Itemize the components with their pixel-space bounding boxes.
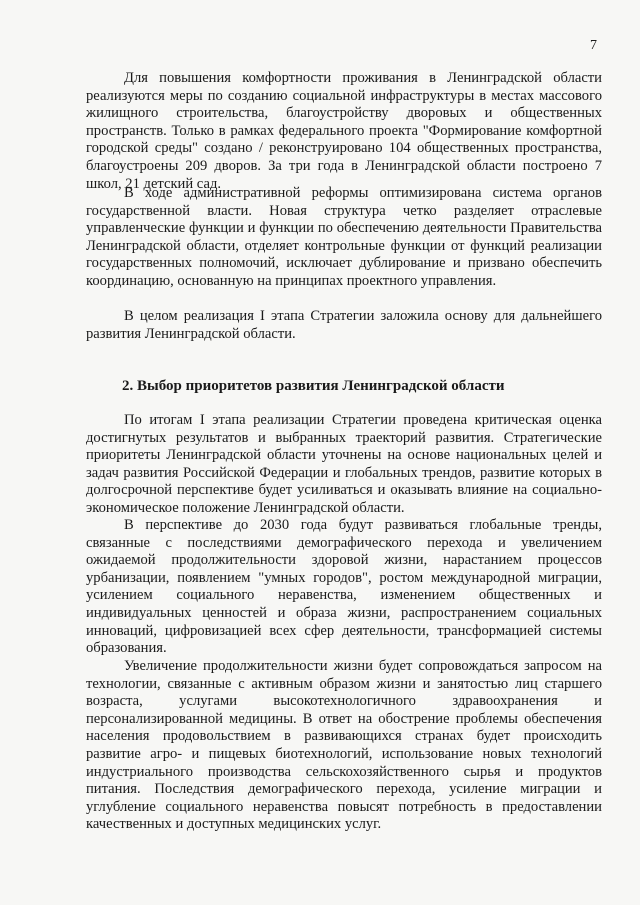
paragraph-admin-reform <box>86 185 602 291</box>
paragraph-text: Для повышения комфортности проживания в Ленинградской области реализуются меры по созданию социальной инфраструктуры в местах массового жилищного строительства, благоустройству дворовых и общественных пространств. Только в рамках федерального проекта "Формирование комфортной городской среды" создано / реконструировано 104 общественных пространства, благоустроены 209 дворов. За три года в Ленинградской области построено 7 школ, 21 детский сад. <box>86 70 602 192</box>
paragraph-text: В перспективе до 2030 года будут развиваться глобальные тренды, связанные с последствиями демографического перехода и увеличением ожидаемой продолжительности здоровой жизни, нарастанием процессов урбанизации, появлением "умных городов", ростом международной миграции, усилением социального неравенства, изменением общественных и индивидуальных ценностей и образа жизни, распространением социальных инноваций, цифровизацией всех сфер деятельности, трансформацией системы образования. <box>86 517 602 657</box>
paragraph-global-trends <box>86 517 602 658</box>
paragraph-text: В целом реализация I этапа Стратегии заложила основу для дальнейшего развития Ленинградской области. <box>86 308 602 342</box>
page-number: 7 <box>590 38 597 53</box>
paragraph-text: Увеличение продолжительности жизни будет сопровождаться запросом на технологии, связанные с активным образом жизни и занятостью лиц старшего возраста, услугами высокотехнологичного здравоохранения и персонализированной медицины. В ответ на обострение проблемы обеспечения населения продовольствием в развивающихся странах будет происходить развитие агро- и пищевых биотехнологий, использование новых технологий индустриального производства сельскохозяйственного сырья и продуктов питания. Последствия демографического перехода, усиление миграции и углубление социального неравенства повысят потребность в предоставлении качественных и доступных медицинских услуг. <box>86 658 602 833</box>
paragraph-text: В ходе административной реформы оптимизирована система органов государственной власти. Новая структура четко разделяет отраслевые управленческие функции и функции по обеспечению деятельности Правительства Ленинградской области, отделяет контрольные функции от функций реализации государственных полномочий, исключает дублирование и призвано обеспечить координацию, основанную на принципах проектного управления. <box>86 185 602 289</box>
section-heading: 2. Выбор приоритетов развития Ленинградской области <box>122 378 505 394</box>
paragraph-text: По итогам I этапа реализации Стратегии проведена критическая оценка достигнутых результатов и выбранных траекторий развития. Стратегические приоритеты Ленинградской области уточнены на основе национальных целей и задач развития Российской Федерации и глобальных трендов, развитие которых в долгосрочной перспективе будет усиливаться и оказывать влияние на социально-экономическое положение Ленинградской области. <box>86 412 602 516</box>
paragraph-life-expectancy <box>86 658 602 834</box>
paragraph-comfort <box>86 70 602 193</box>
paragraph-stage-summary <box>86 308 602 343</box>
paragraph-priorities <box>86 412 602 518</box>
